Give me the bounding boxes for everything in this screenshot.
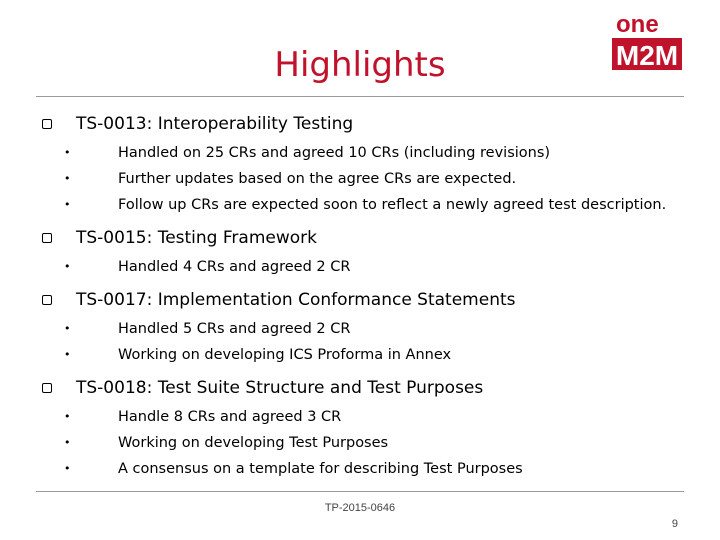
list-item (38, 316, 698, 342)
section-heading (38, 110, 698, 138)
list-item-text: Handle 8 CRs and agreed 3 CR (118, 409, 342, 425)
list-item (38, 456, 698, 482)
onem2m-logo (612, 10, 682, 72)
list-item-text: A consensus on a template for describing Test Purposes (118, 461, 523, 477)
footer-rule (36, 491, 684, 492)
list-item-text: Handled 4 CRs and agreed 2 CR (118, 259, 351, 275)
list-item (38, 140, 698, 166)
list-item (38, 192, 698, 218)
checkbox-bullet-icon (42, 233, 52, 243)
section-heading-text: TS-0017: Implementation Conformance Statements (76, 290, 516, 310)
section-ts-0017 (38, 286, 698, 368)
list-item (38, 404, 698, 430)
list-item (38, 342, 698, 368)
list-item-text: Handled 5 CRs and agreed 2 CR (118, 321, 351, 337)
section-heading (38, 224, 698, 252)
list-item-text: Follow up CRs are expected soon to reflect a newly agreed test description. (118, 197, 667, 213)
checkbox-bullet-icon (42, 119, 52, 129)
logo-bottom-text: M2M (615, 40, 679, 71)
checkbox-bullet-icon (42, 295, 52, 305)
bullet-list (38, 254, 698, 280)
bullet-icon: • (64, 436, 71, 449)
slide-content (38, 110, 698, 488)
list-item (38, 430, 698, 456)
section-heading-text: TS-0018: Test Suite Structure and Test Purposes (76, 378, 484, 398)
list-item (38, 166, 698, 192)
bullet-icon: • (64, 146, 71, 159)
list-item-text: Working on developing Test Purposes (118, 435, 389, 451)
section-heading-text: TS-0013: Interoperability Testing (76, 114, 354, 134)
header-rule (36, 96, 684, 97)
bullet-list (38, 140, 698, 218)
bullet-icon: • (64, 172, 71, 185)
bullet-icon: • (64, 410, 71, 423)
section-ts-0015 (38, 224, 698, 280)
logo-top-text: one (616, 11, 659, 38)
checkbox-bullet-icon (42, 383, 52, 393)
bullet-icon: • (64, 462, 71, 475)
section-ts-0013 (38, 110, 698, 218)
bullet-icon: • (64, 322, 71, 335)
section-heading (38, 286, 698, 314)
section-heading (38, 374, 698, 402)
list-item (38, 254, 698, 280)
bullet-icon: • (64, 198, 71, 211)
bullet-icon: • (64, 260, 71, 273)
slide-title: Highlights (274, 45, 446, 85)
bullet-list (38, 316, 698, 368)
bullet-icon: • (64, 348, 71, 361)
section-ts-0018 (38, 374, 698, 482)
page-number: 9 (671, 518, 678, 530)
section-heading-text: TS-0015: Testing Framework (76, 228, 317, 248)
list-item-text: Further updates based on the agree CRs are expected. (118, 171, 517, 187)
footer-document-id: TP-2015-0646 (324, 502, 396, 514)
bullet-list (38, 404, 698, 482)
list-item-text: Working on developing ICS Proforma in Annex (118, 347, 452, 363)
list-item-text: Handled on 25 CRs and agreed 10 CRs (including revisions) (118, 145, 551, 161)
